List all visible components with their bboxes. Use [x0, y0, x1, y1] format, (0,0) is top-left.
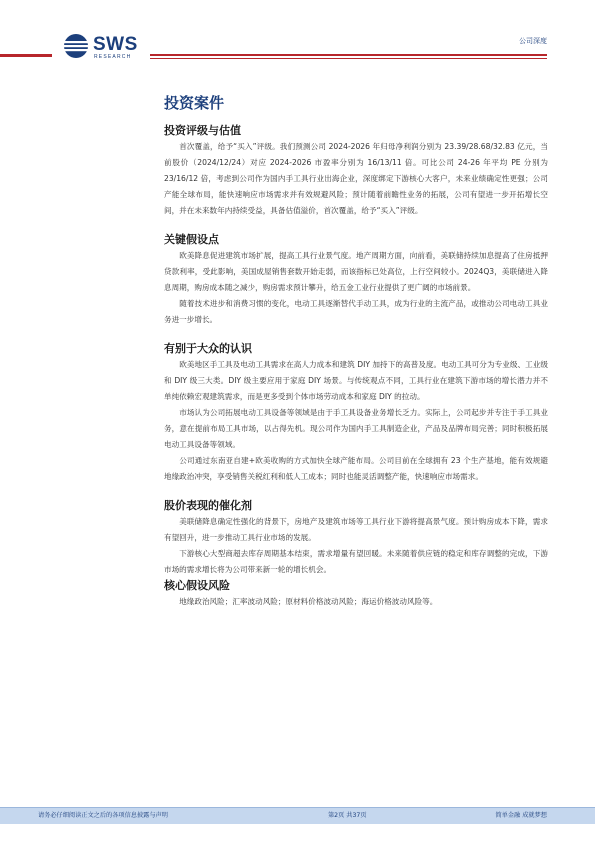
paragraph: 首次覆盖，给予“买入”评级。我们预测公司 2024-2026 年归母净利润分别为 23.39/28.68/32.83 亿元，当前股价（2024/12/24）对应 2024-2026 市盈率分别为 16/13/11 倍。可比公司 24-26 年平均 PE 分别为 23/16/12 倍，考虑到公司作为国内手工具行业出海企业，深度绑定下游核心大客户，未来业绩确定性更强；公司产能全球布局，能快速响应市场需求并有效规避风险；预计随着前瞻性业务的拓展，公司有望进一步开拓增长空间，并在未来数年内持续受益，具备估值溢价，首次覆盖，给予“买入”评级。	[164, 142, 548, 215]
sws-logo	[62, 33, 142, 59]
logo-subtext: RESEARCH	[94, 54, 132, 60]
section-heading: 股价表现的催化剂	[164, 499, 252, 512]
section-rating	[164, 123, 548, 219]
paragraph: 随着技术进步和消费习惯的变化，电动工具逐渐替代手动工具，成为行业的主流产品，或推动公司电动工具业务进一步增长。	[164, 299, 548, 324]
section-heading: 关键假设点	[164, 233, 219, 246]
paragraph: 下游核心大型商超去库存周期基本结束，需求增量有望回暖。未来随着供应链的稳定和库存调整的完成，下游市场的需求增长将为公司带来新一轮的增长机会。	[164, 549, 548, 574]
page-header	[0, 0, 595, 70]
paragraph: 市场认为公司拓展电动工具设备等领域是由于手工具设备业务增长乏力。实际上，公司起步并专注于手工具业务，意在提前布局工具市场，以占得先机。现公司作为国内手工具制造企业，产品及品牌布局完善；同时积极拓展电动工具设备等领域。	[164, 408, 548, 449]
section-catalysts	[164, 498, 548, 578]
header-rule-right-thin	[150, 58, 547, 59]
footer-disclaimer: 请务必仔细阅读正文之后的各项信息披露与声明	[38, 812, 168, 819]
section-heading: 投资评级与估值	[164, 124, 241, 137]
paragraph: 公司通过东南亚自建+欧美收购的方式加快全球产能布局。公司目前在全球拥有 23 个生产基地，能有效规避地缘政治冲突，享受销售关税红利和低人工成本；同时也能灵活调整产能，快速响应市场需求。	[164, 456, 548, 481]
main-content	[164, 93, 548, 610]
section-risks	[164, 578, 548, 610]
section-heading: 有别于大众的认识	[164, 342, 252, 355]
sws-logo-icon	[62, 33, 90, 59]
paragraph: 欧美降息促进建筑市场扩展，提高工具行业景气度。地产周期方面，向前看，美联储持续加息提高了住房抵押贷款利率，受此影响，美国成屋销售套数开始走弱，而该指标已处高位，上行空间较小。2024Q3，美联储进入降息周期，购房成本随之减少，购房需求预计攀升，给五金工业行业提供了更广阔的市场前景。	[164, 251, 548, 292]
section-differentiated-view	[164, 341, 548, 485]
footer-page-number: 第2页 共37页	[328, 812, 367, 819]
logo-text: SWS	[93, 34, 138, 55]
paragraph: 欧美地区手工具及电动工具需求在高人力成本和建筑 DIY 加持下的高普及度。电动工具可分为专业级、工业级和 DIY 级三大类。DIY 级主要应用于家庭 DIY 场景。与传统观点不同，工具行业在建筑下游市场的增长潜力并不单纯依赖宏观建筑需求，而是更多受到个体市场劳动成本和家庭 DIY 的拉动。	[164, 360, 548, 401]
page-title: 投资案件	[164, 94, 225, 112]
report-type-label: 公司深度	[519, 37, 547, 45]
header-rule-right	[150, 54, 547, 56]
paragraph: 美联储降息确定性强化的背景下，房地产及建筑市场等工具行业下游将提高景气度。预计购房成本下降，需求有望回升，进一步推动工具行业市场的发展。	[164, 517, 548, 542]
section-heading: 核心假设风险	[164, 579, 230, 592]
header-rule-left	[0, 54, 52, 57]
paragraph: 地缘政治风险；汇率波动风险；原材料价格波动风险；海运价格波动风险等。	[179, 597, 438, 606]
section-key-assumptions	[164, 232, 548, 328]
footer-slogan: 简单金融 成就梦想	[495, 812, 547, 819]
